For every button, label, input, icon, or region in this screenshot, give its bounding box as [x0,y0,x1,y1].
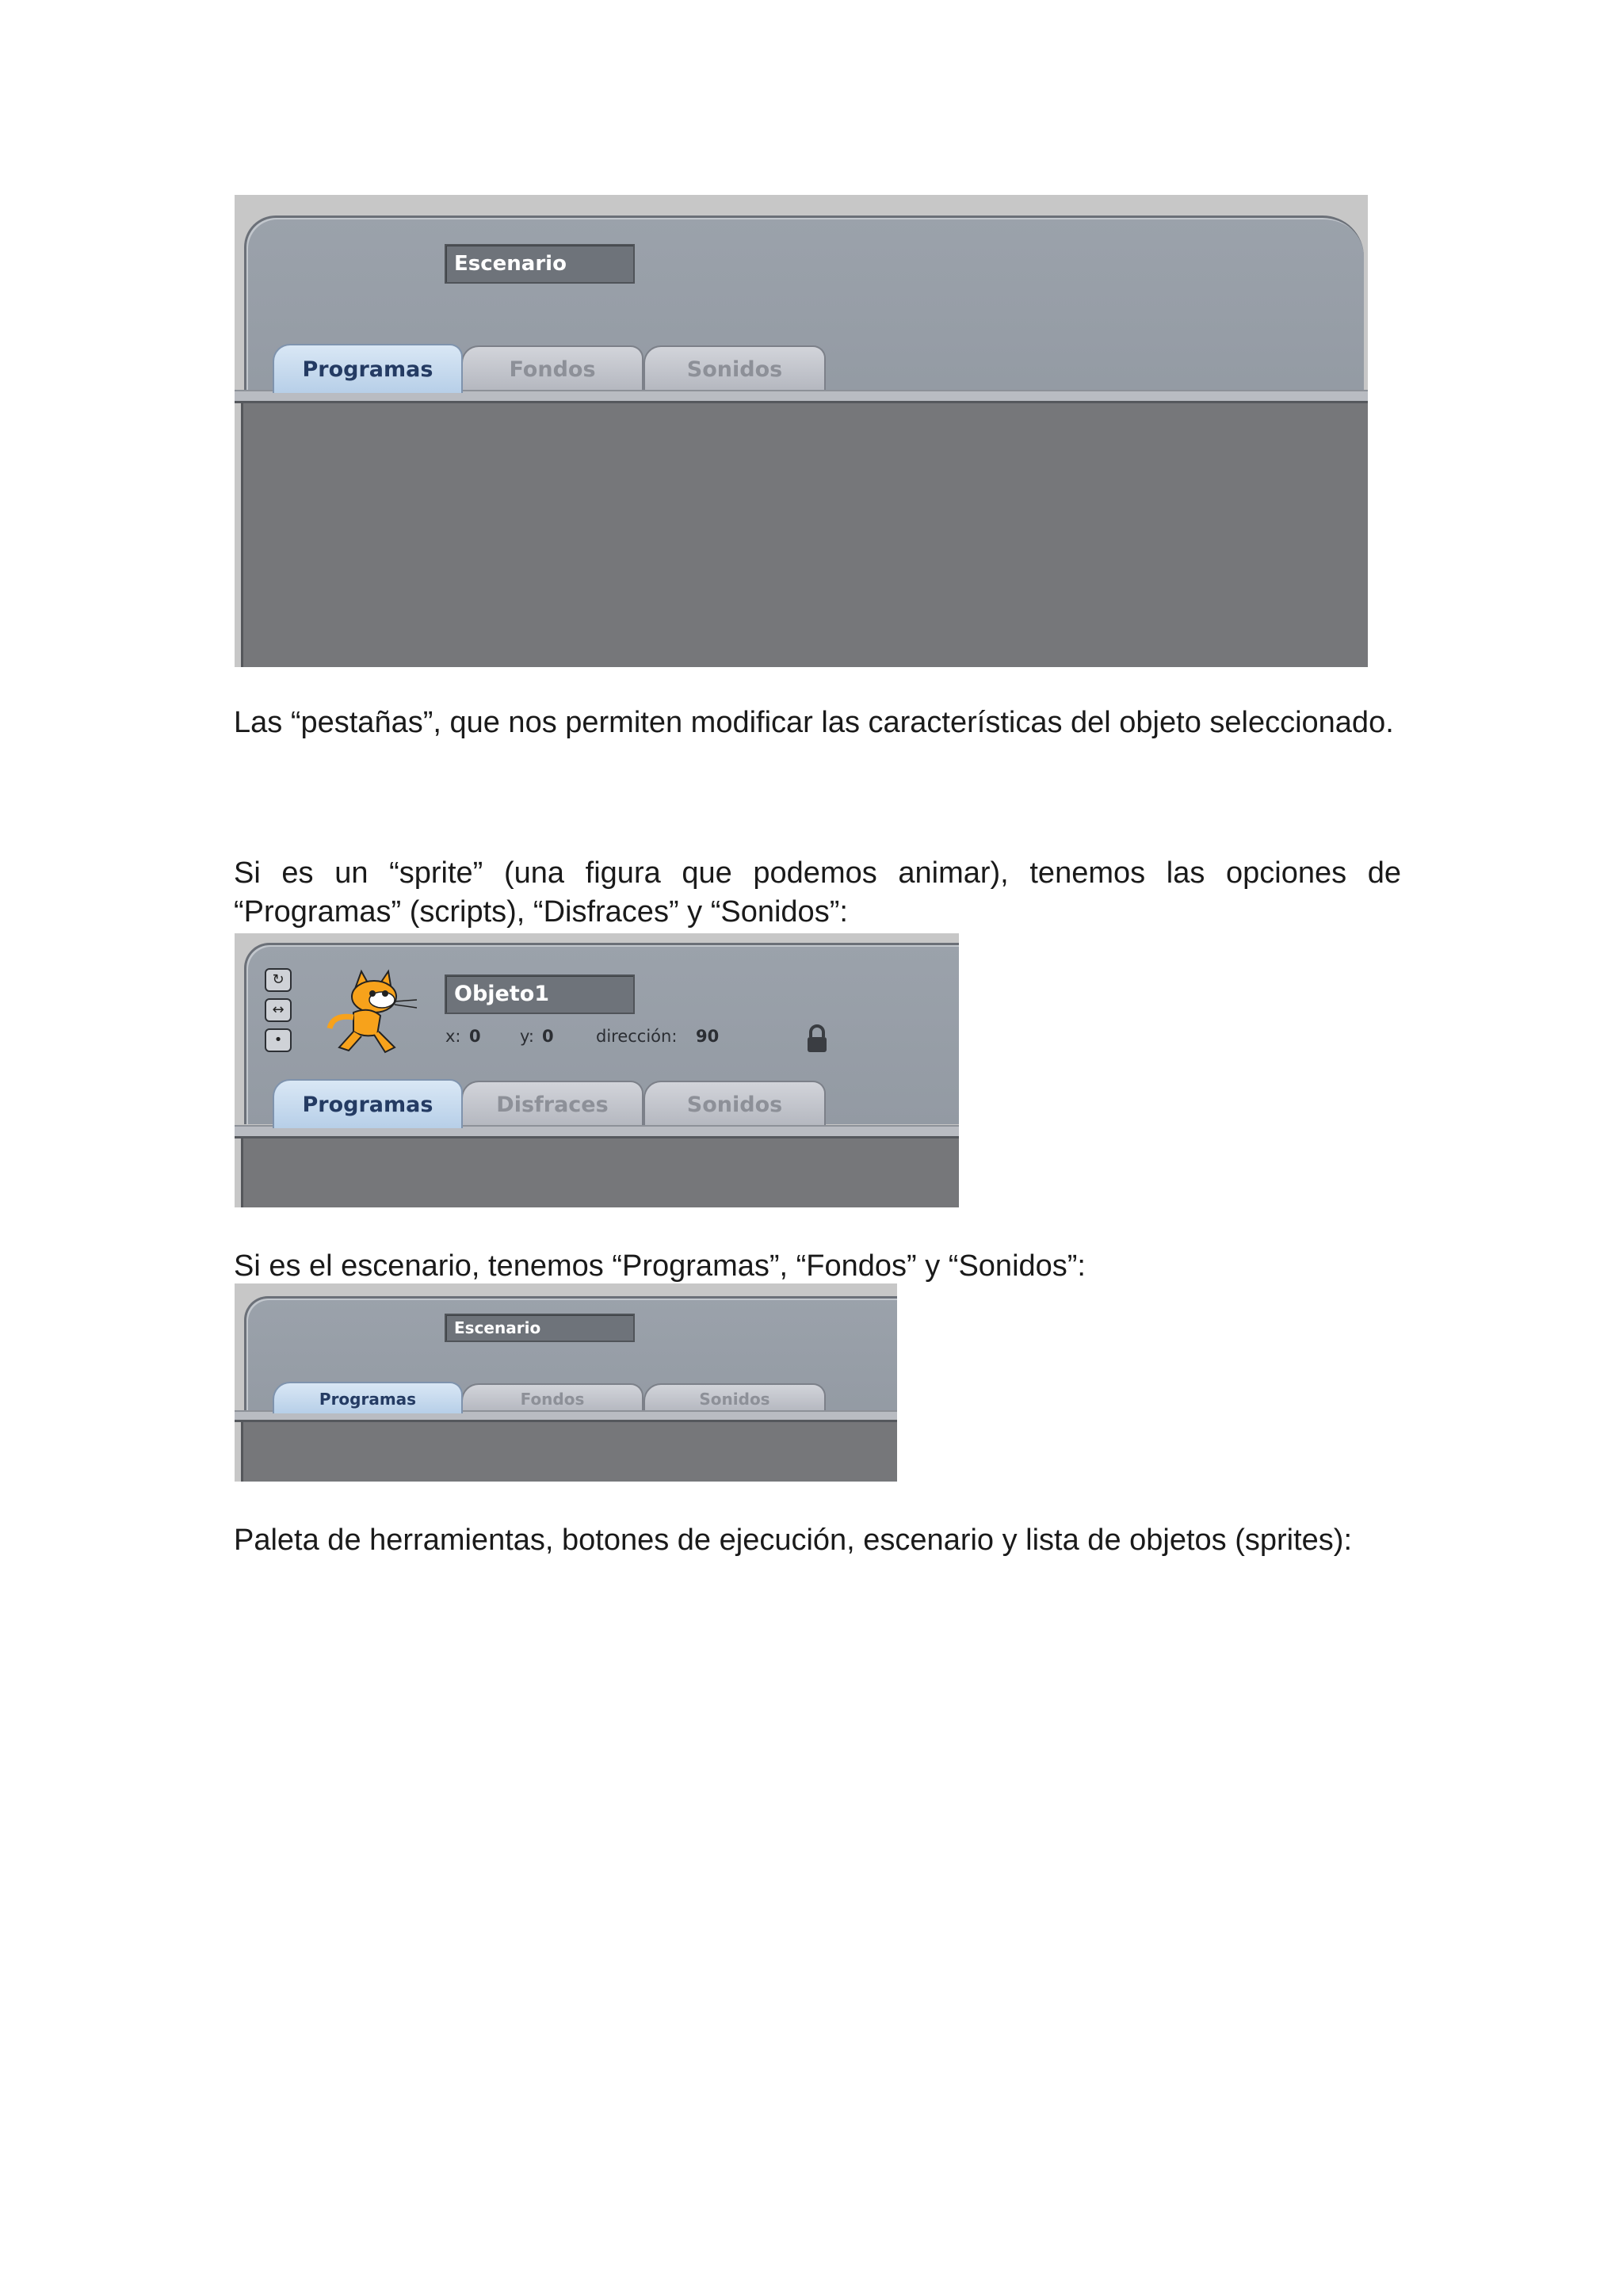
tab-fondos[interactable]: Fondos [461,1383,643,1412]
y-value: 0 [542,1027,554,1046]
paragraph-stage-options: Si es el escenario, tenemos “Programas”, “Fondos” y “Sonidos”: [234,1249,1086,1283]
scripts-area[interactable] [241,402,1368,667]
no-rotate-button[interactable] [265,1028,292,1052]
dot-icon: • [273,1032,283,1048]
tab-disfraces[interactable]: Disfraces [461,1081,643,1127]
paragraph-toolbar-description: Paleta de herramientas, botones de ejecución, escenario y lista de objetos (sprites): [234,1524,1353,1557]
tab-sonidos[interactable]: Sonidos [643,1383,826,1412]
x-label: x: [445,1027,461,1046]
y-label: y: [520,1027,534,1046]
x-value: 0 [469,1027,481,1046]
stage-name-field[interactable]: Escenario [445,1314,635,1342]
tab-programas[interactable]: Programas [273,1079,463,1128]
tab-programas[interactable]: Programas [273,344,463,393]
paragraph-tabs-description: Las “pestañas”, que nos permiten modificar las características del objeto seleccionado. [234,706,1394,739]
cat-icon [330,971,417,1052]
scripts-area[interactable] [241,1421,897,1482]
tab-programas[interactable]: Programas [273,1382,463,1413]
direction-value: 90 [696,1027,720,1046]
flip-style-button[interactable] [265,998,292,1022]
tab-sonidos[interactable]: Sonidos [643,345,826,391]
rotate-style-button[interactable] [265,968,292,992]
stage-name-field[interactable]: Escenario [445,244,635,284]
sprite-name-field[interactable]: Objeto1 [445,974,635,1014]
cat-sprite-thumbnail[interactable] [322,965,425,1060]
left-right-icon: ↔ [272,1001,285,1018]
tab-sonidos[interactable]: Sonidos [643,1081,826,1127]
rotate-icon: ↻ [272,971,285,988]
tab-fondos[interactable]: Fondos [461,345,643,391]
stage-panel-small [235,1283,897,1482]
paragraph-sprite-options: Si es un “sprite” (una figura que podemos animar), tenemos las opciones de “Programas” (scripts), “Disfraces” y “Sonidos”: [234,856,1401,929]
lock-icon[interactable] [805,1024,829,1054]
sprite-panel [235,933,959,1207]
stage-panel-large [235,195,1368,667]
scripts-area[interactable] [241,1137,959,1207]
direction-label: dirección: [596,1027,678,1046]
